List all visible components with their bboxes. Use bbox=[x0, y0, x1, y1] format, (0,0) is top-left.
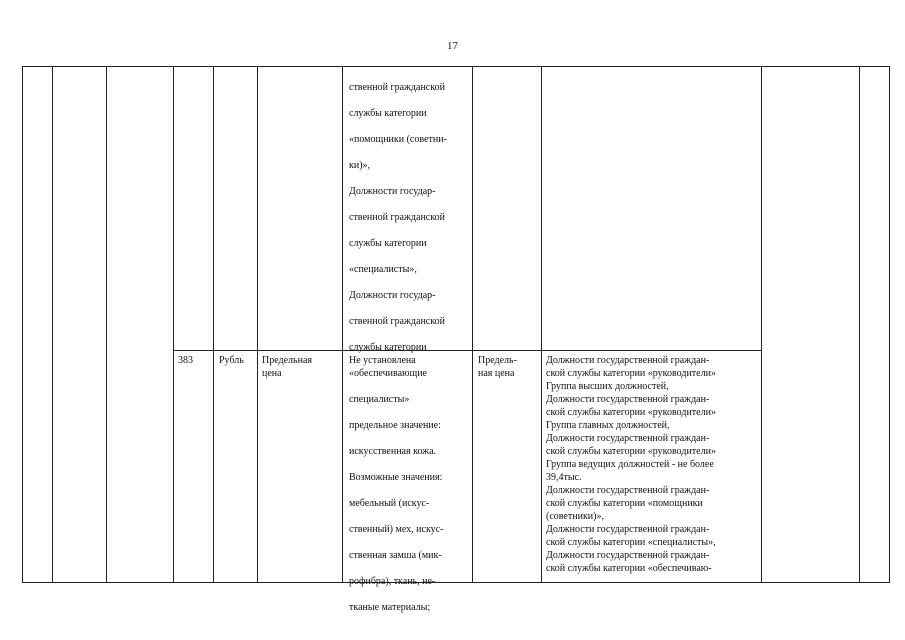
col-border bbox=[173, 66, 174, 582]
cell-line: ки)», bbox=[349, 160, 371, 171]
cell-line: ственной гражданской bbox=[349, 316, 445, 327]
page-number: 17 bbox=[447, 40, 458, 52]
cell-line: «помощники (советни- bbox=[349, 134, 447, 145]
col-border bbox=[257, 66, 258, 582]
cell-line: Должности государ- bbox=[349, 290, 436, 301]
continuation-cell bbox=[349, 68, 471, 627]
col-border bbox=[472, 66, 473, 582]
col-border bbox=[889, 66, 890, 582]
col-border bbox=[859, 66, 860, 582]
cell-line: службы категории bbox=[349, 108, 427, 119]
col-border bbox=[342, 66, 343, 582]
cell-line: искусственная кожа. bbox=[349, 446, 437, 457]
col-border bbox=[22, 66, 23, 582]
cell-line: тканые материалы; bbox=[349, 602, 431, 613]
cell-line: ственный) мех, искус- bbox=[349, 524, 444, 535]
cell-value-2: Должности государственной граждан- ской службы категории «руководители» Группа высших должностей, Должности государственной граждан- ской службы категории «руководители» Группа главных должностей, Должности государственной граждан- ской службы категории «руководители» Группа ведущих должностей - не более 39,4тыс. Должности государственной граждан- ской службы категории «помощники (советники)», Должности государственной граждан- ской службы категории «специалисты», Должности государственной граждан- ской службы категории «обеспечиваю- bbox=[546, 355, 716, 574]
cell-line: ственная замша (мик- bbox=[349, 550, 442, 561]
cell-line: ственной гражданской bbox=[349, 212, 445, 223]
cell-value: Не установлена bbox=[349, 355, 416, 366]
cell-characteristic: Предельная цена bbox=[262, 355, 312, 379]
col-border bbox=[106, 66, 107, 582]
cell-line: мебельный (искус- bbox=[349, 498, 430, 509]
table-top-border bbox=[22, 66, 890, 67]
cell-unit: Рубль bbox=[219, 355, 244, 366]
cell-line: предельное значение: bbox=[349, 420, 441, 431]
col-border bbox=[541, 66, 542, 582]
col-border bbox=[52, 66, 53, 582]
cell-line: «обеспечивающие bbox=[349, 368, 427, 379]
cell-line: ственной гражданской bbox=[349, 82, 445, 93]
col-border bbox=[213, 66, 214, 582]
cell-characteristic-2: Предель- ная цена bbox=[478, 355, 517, 379]
cell-line: Должности государ- bbox=[349, 186, 436, 197]
cell-line: «специалисты», bbox=[349, 264, 417, 275]
cell-line: службы категории bbox=[349, 238, 427, 249]
col-border bbox=[761, 66, 762, 582]
cell-line: рофибра), ткань, не- bbox=[349, 576, 436, 587]
requirements-table bbox=[22, 66, 890, 613]
cell-line: Возможные значения: bbox=[349, 472, 443, 483]
cell-line: специалисты» bbox=[349, 394, 410, 405]
cell-line: службы категории bbox=[349, 342, 427, 353]
cell-code: 383 bbox=[178, 355, 193, 366]
